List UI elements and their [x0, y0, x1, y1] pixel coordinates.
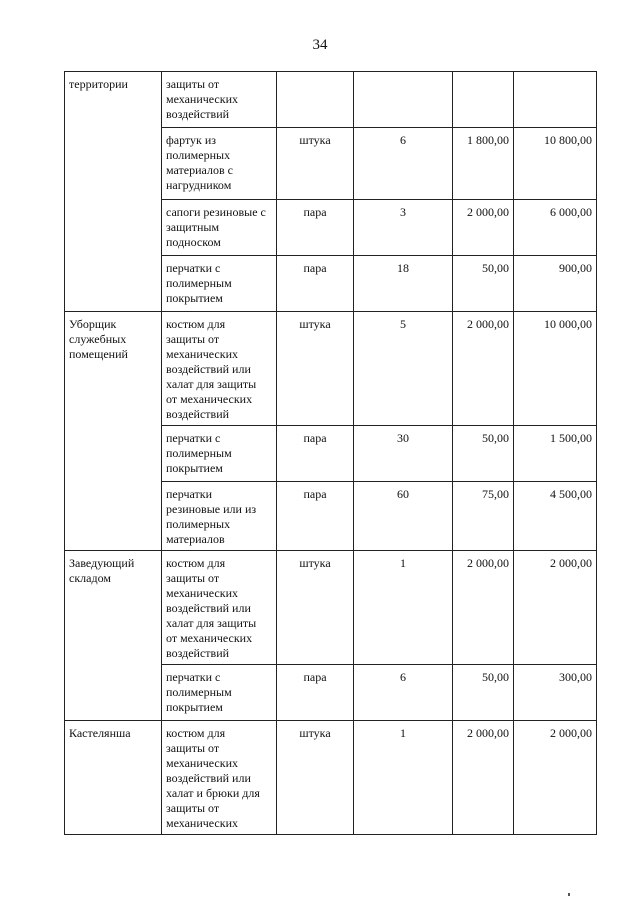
- quantity-cell: 30: [354, 426, 453, 482]
- item-cell: фартук из полимерных материалов с нагрудником: [162, 128, 277, 200]
- price-cell: 50,00: [453, 256, 514, 312]
- total-cell: 2 000,00: [514, 551, 597, 665]
- price-cell: 2 000,00: [453, 312, 514, 426]
- table-row: [65, 721, 597, 835]
- page-number: 34: [312, 37, 328, 53]
- price-cell: 2 000,00: [453, 200, 514, 256]
- price-cell: 75,00: [453, 482, 514, 551]
- quantity-cell: [354, 72, 453, 128]
- total-cell: 900,00: [514, 256, 597, 312]
- unit-cell: штука: [277, 721, 354, 835]
- price-cell: 1 800,00: [453, 128, 514, 200]
- total-cell: 1 500,00: [514, 426, 597, 482]
- unit-cell: штука: [277, 551, 354, 665]
- total-cell: 6 000,00: [514, 200, 597, 256]
- quantity-cell: 60: [354, 482, 453, 551]
- price-cell: [453, 72, 514, 128]
- quantity-cell: 1: [354, 551, 453, 665]
- total-cell: 10 800,00: [514, 128, 597, 200]
- price-cell: 50,00: [453, 426, 514, 482]
- price-cell: 50,00: [453, 665, 514, 721]
- item-cell: перчатки резиновые или из полимерных материалов: [162, 482, 277, 551]
- unit-cell: пара: [277, 200, 354, 256]
- unit-cell: пара: [277, 256, 354, 312]
- scan-speck: [568, 893, 570, 896]
- table-row: [65, 72, 597, 128]
- price-cell: 2 000,00: [453, 721, 514, 835]
- item-cell: костюм для защиты от механических воздействий или халат и брюки для защиты от механических: [162, 721, 277, 835]
- unit-cell: штука: [277, 312, 354, 426]
- item-cell: перчатки с полимерным покрытием: [162, 426, 277, 482]
- quantity-cell: 5: [354, 312, 453, 426]
- quantity-cell: 3: [354, 200, 453, 256]
- position-cell: Кастелянша: [65, 721, 162, 835]
- item-cell: перчатки с полимерным покрытием: [162, 256, 277, 312]
- item-cell: сапоги резиновые с защитным подноском: [162, 200, 277, 256]
- quantity-cell: 18: [354, 256, 453, 312]
- item-cell: костюм для защиты от механических воздействий или халат для защиты от механических воздействий: [162, 312, 277, 426]
- total-cell: 2 000,00: [514, 721, 597, 835]
- unit-cell: пара: [277, 426, 354, 482]
- item-cell: костюм для защиты от механических воздействий или халат для защиты от механических воздействий: [162, 551, 277, 665]
- position-cell: Заведующий складом: [65, 551, 162, 721]
- item-cell: защиты от механических воздействий: [162, 72, 277, 128]
- price-cell: 2 000,00: [453, 551, 514, 665]
- total-cell: 300,00: [514, 665, 597, 721]
- table-row: [65, 312, 597, 426]
- total-cell: [514, 72, 597, 128]
- total-cell: 10 000,00: [514, 312, 597, 426]
- position-cell: территории: [65, 72, 162, 312]
- unit-cell: штука: [277, 128, 354, 200]
- quantity-cell: 6: [354, 665, 453, 721]
- total-cell: 4 500,00: [514, 482, 597, 551]
- table-row: [65, 551, 597, 665]
- quantity-cell: 1: [354, 721, 453, 835]
- quantity-cell: 6: [354, 128, 453, 200]
- unit-cell: [277, 72, 354, 128]
- item-cell: перчатки с полимерным покрытием: [162, 665, 277, 721]
- unit-cell: пара: [277, 482, 354, 551]
- ppe-norms-table: [64, 71, 597, 835]
- position-cell: Уборщик служебных помещений: [65, 312, 162, 551]
- unit-cell: пара: [277, 665, 354, 721]
